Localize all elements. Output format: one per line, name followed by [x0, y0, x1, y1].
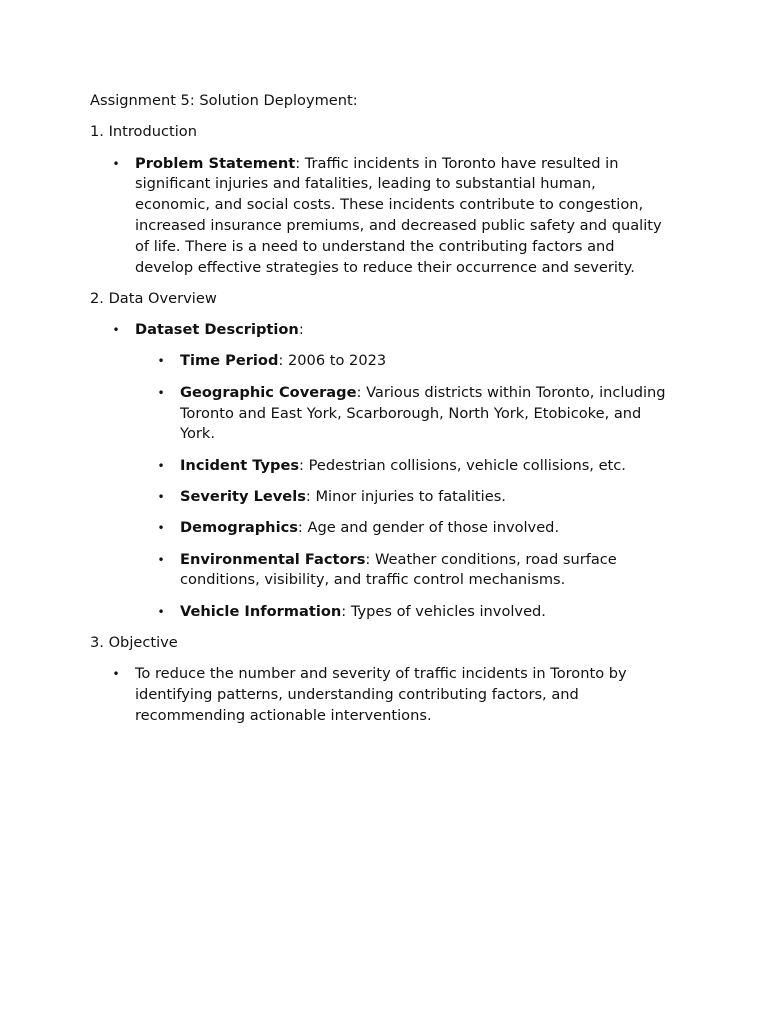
bullet-icon: • [157, 385, 165, 400]
sublist-item [157, 602, 670, 623]
item-term: Incident Types [180, 456, 300, 474]
sublist-item [157, 550, 670, 592]
item-term: Geographic Coverage [180, 383, 357, 401]
item-text: : Pedestrian collisions, vehicle collisions, etc. [299, 456, 626, 474]
sublist-item [157, 383, 670, 445]
sublist-item [157, 456, 670, 477]
bullet-icon: • [112, 323, 120, 338]
sublist-item [157, 487, 670, 508]
bullet-icon: • [112, 667, 120, 682]
item-text: : Weather conditions, road surface conditions, visibility, and traffic control mechanisms. [180, 550, 617, 589]
item-text: : Age and gender of those involved. [297, 519, 560, 537]
section-heading-introduction: 1. Introduction [90, 123, 197, 141]
item-term: Demographics [180, 519, 298, 537]
data-overview-list [112, 320, 670, 622]
sublist-item [157, 518, 670, 539]
item-text: : Types of vehicles involved. [341, 602, 546, 620]
item-term: Time Period [180, 352, 279, 370]
item-text: : Various districts within Toronto, including Toronto and East York, Scarborough, North York, Etobicoke, and York. [180, 383, 666, 443]
item-term: Environmental Factors [180, 550, 366, 568]
document-title: Assignment 5: Solution Deployment: [90, 92, 358, 109]
list-item [112, 154, 670, 279]
item-text: : Minor injuries to fatalities. [305, 487, 506, 505]
bullet-icon: • [157, 354, 165, 369]
list-item [112, 664, 670, 726]
bullet-icon: • [157, 604, 165, 619]
item-term: Severity Levels [180, 487, 306, 505]
item-term: Vehicle Information [180, 602, 342, 620]
bullet-icon: • [112, 156, 120, 171]
item-text: : [298, 321, 304, 339]
introduction-list [112, 154, 670, 279]
item-term: Dataset Description [135, 321, 299, 339]
bullet-icon: • [157, 552, 165, 567]
item-term: Problem Statement [135, 154, 296, 172]
item-text: To reduce the number and severity of traffic incidents in Toronto by identifying patterns, understanding contributing factors, and recommending actionable interventions. [135, 665, 627, 724]
bullet-icon: • [157, 489, 165, 504]
item-text: : Traffic incidents in Toronto have resulted in significant injuries and fatalities, leading to substantial human, economic, and social costs. These incidents contribute to congestion, increased insurance premiums, and decreased public safety and quality of life. There is a need to understand the contributing factors and develop effective strategies to reduce their occurrence and severity. [135, 154, 662, 276]
section-heading-objective: 3. Objective [90, 633, 178, 651]
section-heading-data-overview: 2. Data Overview [90, 289, 217, 307]
item-text: : 2006 to 2023 [278, 352, 387, 370]
bullet-icon: • [157, 521, 165, 536]
bullet-icon: • [157, 458, 165, 473]
objective-list [112, 664, 670, 726]
sublist-item [157, 351, 670, 372]
list-item [112, 320, 670, 622]
document-body [90, 91, 670, 737]
dataset-description-sublist [157, 351, 670, 622]
